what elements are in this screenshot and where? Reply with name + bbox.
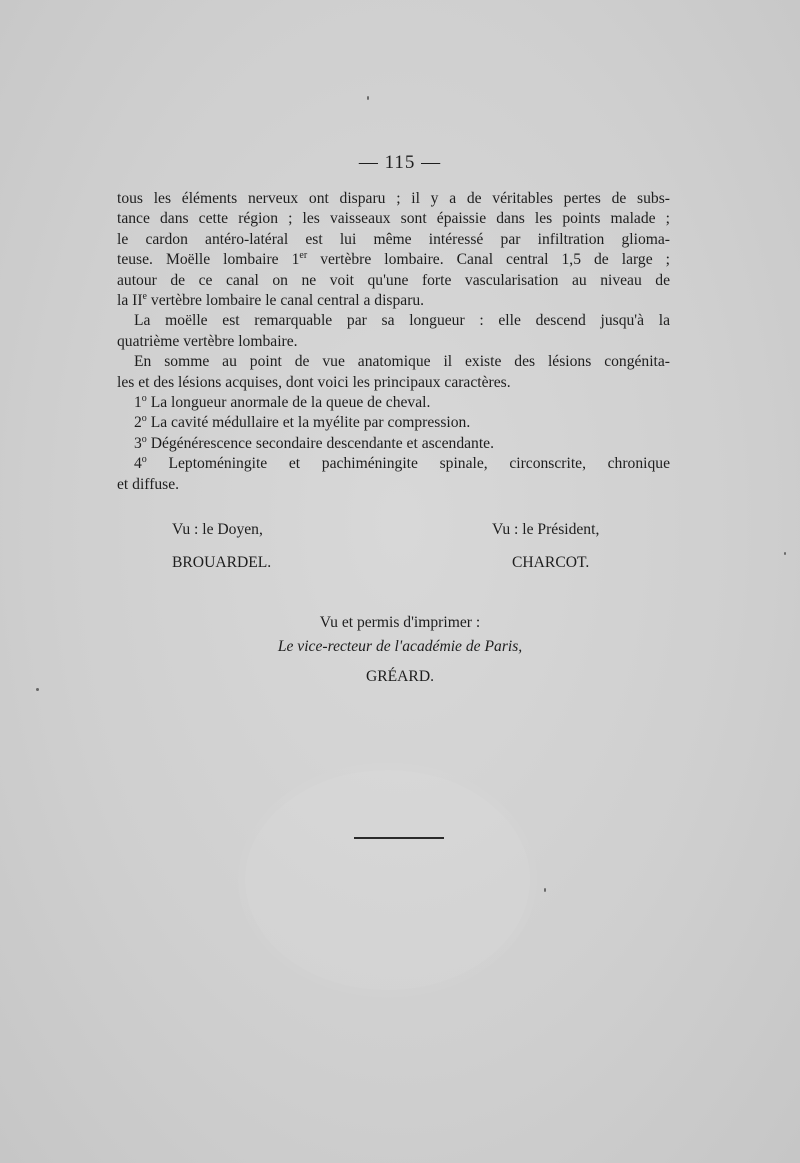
superscript: o bbox=[141, 413, 147, 425]
president-approval-label: Vu : le Président, bbox=[492, 521, 600, 538]
president-name: CHARCOT. bbox=[512, 554, 590, 571]
end-rule bbox=[354, 837, 444, 839]
text-run: tous les éléments nerveux ont disparu ; il y a de véritables pertes de subs- bbox=[117, 190, 670, 207]
superscript: er bbox=[299, 250, 308, 262]
text-line bbox=[117, 332, 670, 352]
text-line bbox=[117, 209, 670, 229]
paragraph bbox=[117, 434, 670, 454]
dean-approval-label: Vu : le Doyen, bbox=[172, 521, 263, 538]
text-run: et diffuse. bbox=[117, 475, 180, 493]
text-line bbox=[117, 475, 670, 495]
text-run: La longueur anormale de la queue de cheval. bbox=[146, 394, 431, 412]
imprimatur-line: Vu et permis d'imprimer : bbox=[319, 614, 481, 631]
text-run: 2 bbox=[134, 414, 142, 432]
text-line bbox=[117, 311, 670, 331]
text-run: La cavité médullaire et la myélite par compression. bbox=[146, 414, 471, 432]
dean-name: BROUARDEL. bbox=[172, 554, 272, 571]
text-run: le cardon antéro-latéral est lui même intéressé par infiltration glioma- bbox=[117, 230, 670, 248]
text-run: Dégénérescence secondaire descendante et ascendante. bbox=[146, 434, 494, 452]
print-speck bbox=[36, 688, 39, 691]
text-run: la II bbox=[117, 292, 143, 310]
paragraph bbox=[117, 413, 670, 433]
paragraph bbox=[117, 189, 670, 311]
paragraph bbox=[117, 454, 670, 495]
text-line bbox=[117, 189, 670, 209]
superscript: o bbox=[141, 454, 147, 466]
text-run: 4 bbox=[134, 455, 142, 473]
text-run: les et des lésions acquises, dont voici les principaux caractères. bbox=[117, 373, 511, 391]
text-run: 1 bbox=[134, 394, 142, 412]
paragraph bbox=[117, 393, 670, 413]
text-run: tance dans cette région ; les vaisseaux sont épaissie dans les points malade ; bbox=[117, 210, 670, 228]
text-run: Leptoméningite et pachiméningite spinale, circonscrite, chronique bbox=[146, 455, 670, 473]
body-text bbox=[117, 189, 670, 495]
text-run: vertèbre lombaire. Canal central 1,5 de large ; bbox=[307, 251, 670, 269]
text-line bbox=[117, 373, 670, 393]
print-speck bbox=[544, 888, 546, 892]
text-run: teuse. Moëlle lombaire 1 bbox=[117, 251, 300, 269]
text-line bbox=[117, 230, 670, 250]
text-run: La moëlle est remarquable par sa longueur : elle descend jusqu'à la bbox=[134, 312, 670, 330]
text-run: 3 bbox=[134, 434, 142, 452]
text-run: vertèbre lombaire le canal central a disparu. bbox=[147, 292, 425, 310]
superscript: o bbox=[141, 433, 147, 445]
superscript: e bbox=[142, 290, 147, 302]
text-line bbox=[117, 393, 670, 413]
print-speck bbox=[367, 96, 369, 100]
superscript: o bbox=[141, 392, 147, 404]
text-line bbox=[117, 271, 670, 291]
text-run: En somme au point de vue anatomique il existe des lésions congénita- bbox=[134, 353, 670, 371]
text-line bbox=[117, 291, 670, 311]
bleed-through-shadow bbox=[245, 770, 530, 990]
text-line bbox=[117, 454, 670, 474]
text-run: quatrième vertèbre lombaire. bbox=[117, 332, 298, 350]
text-run: autour de ce canal on ne voit qu'une forte vascularisation au niveau de bbox=[117, 271, 670, 289]
paragraph bbox=[117, 311, 670, 352]
text-line bbox=[117, 352, 670, 372]
text-line bbox=[117, 413, 670, 433]
page-number: — 115 — bbox=[358, 152, 442, 173]
vice-rector-name: GRÉARD. bbox=[365, 668, 434, 685]
text-line bbox=[117, 250, 670, 270]
print-speck bbox=[784, 552, 786, 555]
paragraph bbox=[117, 352, 670, 393]
text-line bbox=[117, 434, 670, 454]
vice-rector-title: Le vice-recteur de l'académie de Paris, bbox=[277, 638, 523, 655]
